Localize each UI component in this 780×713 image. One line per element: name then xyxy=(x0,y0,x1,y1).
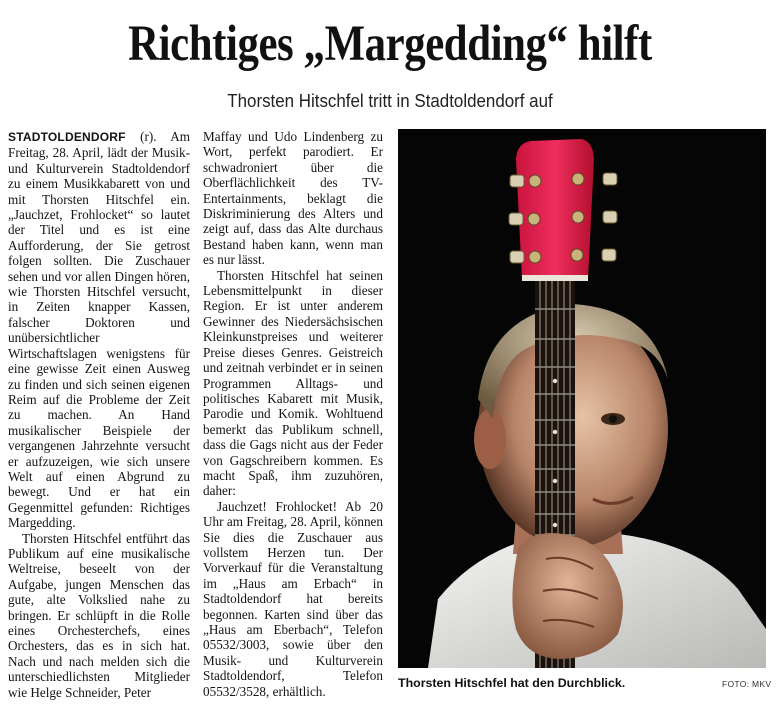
page-headline: Richtiges „Margedding“ hilft xyxy=(128,16,652,72)
article-paragraph: Maffay und Udo Lindenberg zu Wort, perfekt parodiert. Er schwadroniert über die Oberflächlichkeit des TV-Entertainments, beklagt die Diskriminierung des Alters und zeigt auf, dass das Alte durchaus Bestand haben kann, wenn man es nur lässt. xyxy=(203,129,383,268)
dateline: STADTOLDENDORF xyxy=(8,130,126,144)
article-column-2 xyxy=(203,129,383,699)
article-column-1 xyxy=(8,129,190,700)
article-paragraph xyxy=(8,129,190,531)
photo-credit: FOTO: MKV xyxy=(722,679,772,689)
article-paragraph: Jauchzet! Frohlocket! Ab 20 Uhr am Freitag, 28. April, können Sie dies die Zuschauer aus vollstem Herzen tun. Der Vorverkauf für die Veranstaltung im „Haus am Erbach“ in Stadtoldendorf hat bereits begonnen. Karten sind über das „Haus am Eberbach“, Telefon 05532/3003, sowie über den Musik- und Kulturverein Stadtoldendorf, Telefon 05532/3528, erhältlich. xyxy=(203,498,383,699)
article-paragraph: Thorsten Hitschfel entführt das Publikum auf eine musikalische Weltreise, beseelt von der Aufgabe, jungen Menschen das gute, alte Volkslied nahe zu bringen. Er schlüpft in die Rolle eines Orchesterchefs, eines Orchesters, das es in sich hat. Nach und nach melden sich die unterschiedlichsten Mitglieder wie Helge Schneider, Peter xyxy=(8,530,190,700)
photo-illustration xyxy=(398,129,766,668)
paragraph-text: (r). Am Freitag, 28. April, lädt der Musik- und Kulturverein Stadtoldendorf zu einem Musikkabarett von und mit Thorsten Hitschfel ein. „Jauchzet, Frohlocket“ so lautet der Titel und es ist eine Aufforderung, der Sie getrost folgen sollten. Die Zuschauer sehen und vor allen Dingen hören, wie Thorsten Hitschfel versucht, in Zeiten knapper Kassen, falscher Doktoren und unübersichtlicher Wirtschaftslagen wenigstens für eine gewisse Zeit einen Ausweg zu finden und sich seinen eigenen Reim auf die Probleme der Zeit zu machen. An Hand musikalischer Beispiele der vergangenen Jahrzehnte versucht er aufzuzeigen, wie sich unsere Welt auf einen Abgrund zu bewegt. Und er hat ein Gegenmittel gefunden: Richtiges Margedding. xyxy=(8,129,190,531)
photo-caption: Thorsten Hitschfel hat den Durchblick. xyxy=(398,676,626,690)
page-subhead: Thorsten Hitschfel tritt in Stadtoldendorf auf xyxy=(227,91,553,111)
article-paragraph: Thorsten Hitschfel hat seinen Lebensmittelpunkt in dieser Region. Er ist unter anderem Gewinner des Niedersächsischen Kleinkunstpreises und weiterer Preise dieses Genres. Geistreich und zeitnah verbindet er in seinen Programmen Alltags- und politisches Kabarett mit Musik, Parodie und Komik. Wohltuend bemerkt das Publikum schnell, dass die Gags nicht aus der Feder von Gagschreibern kommen. Es macht Spaß, ihm zuzuhören, daher: xyxy=(203,267,383,499)
article-photo xyxy=(398,129,766,668)
